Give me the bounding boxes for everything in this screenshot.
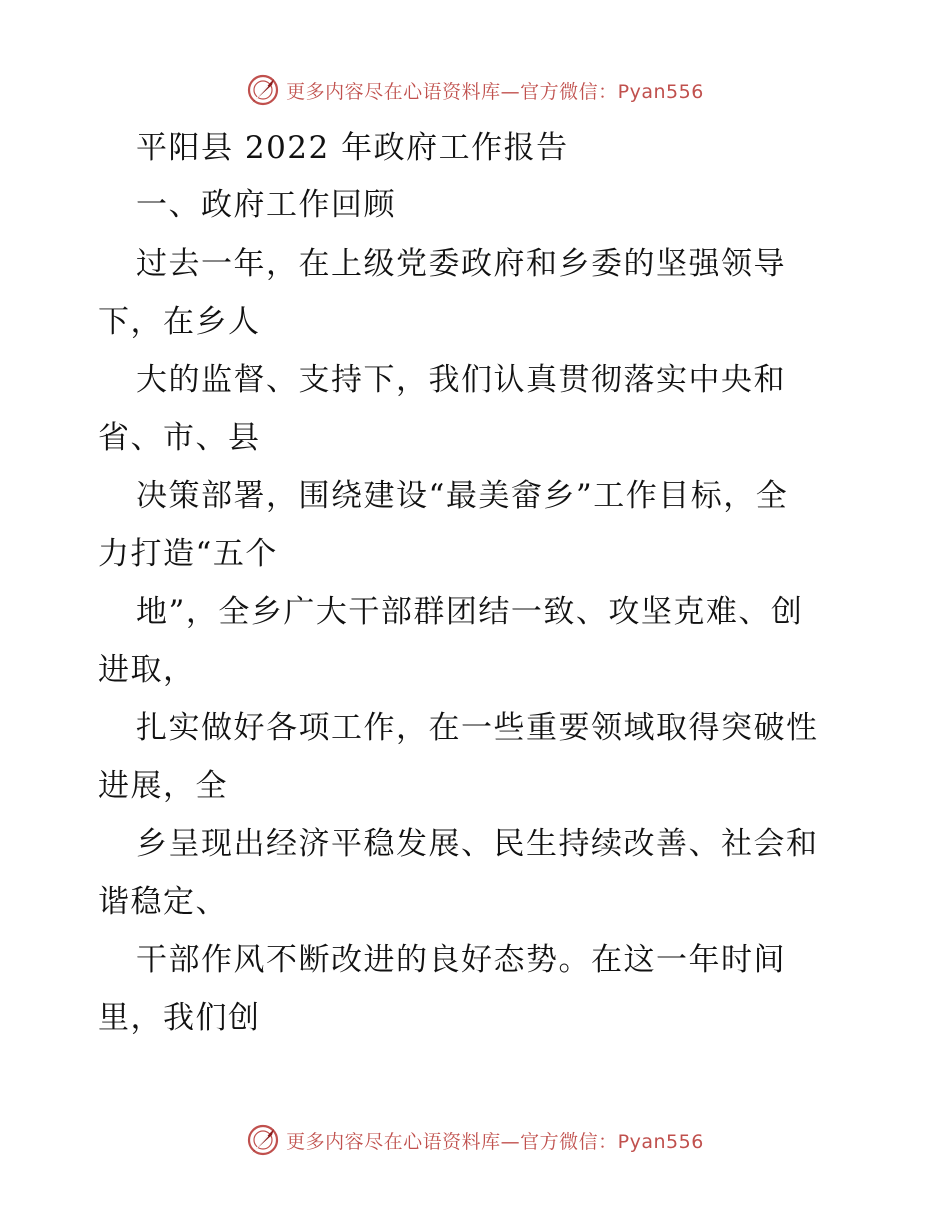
document-title: 平阳县 2022 年政府工作报告 — [136, 130, 569, 166]
paragraph-line: 谐稳定、 — [98, 884, 228, 920]
header-banner-text: 更多内容尽在心语资料库—官方微信：Pyan556 — [286, 80, 704, 103]
paragraph-line: 干部作风不断改进的良好态势。在这一年时间 — [136, 942, 786, 978]
paragraph-line: 乡呈现出经济平稳发展、民生持续改善、社会和 — [136, 826, 819, 862]
header-watermark-banner — [0, 70, 950, 110]
paragraph-line: 进取， — [98, 652, 196, 688]
paragraph-line: 进展，全 — [98, 768, 228, 804]
footer-watermark-banner — [0, 1120, 950, 1160]
paragraph-line: 力打造“五个 — [98, 536, 278, 572]
paragraph-line: 过去一年，在上级党委政府和乡委的坚强领导 — [136, 246, 786, 282]
paragraph-line: 下，在乡人 — [98, 304, 261, 340]
footer-banner-text: 更多内容尽在心语资料库—官方微信：Pyan556 — [286, 1130, 704, 1153]
quill-logo-icon — [246, 73, 280, 107]
paragraph-line: 决策部署，围绕建设“最美畲乡”工作目标，全 — [136, 478, 789, 514]
quill-logo-icon — [246, 1123, 280, 1157]
paragraph-line: 里，我们创 — [98, 1000, 261, 1036]
paragraph-line: 大的监督、支持下，我们认真贯彻落实中央和 — [136, 362, 786, 398]
section-heading: 一、政府工作回顾 — [136, 187, 396, 223]
paragraph-line: 省、市、县 — [98, 420, 261, 456]
paragraph-line: 地”，全乡广大干部群团结一致、攻坚克难、创 — [136, 594, 804, 630]
paragraph-line: 扎实做好各项工作，在一些重要领域取得突破性 — [136, 710, 819, 746]
